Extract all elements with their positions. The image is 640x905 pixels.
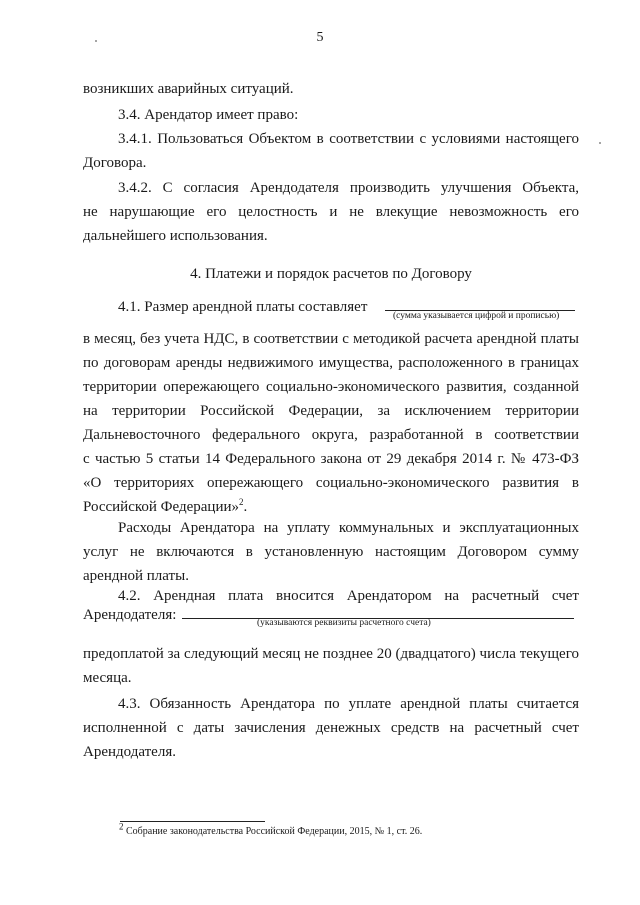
- section-4-heading: 4. Платежи и порядок расчетов по Договору: [190, 266, 472, 282]
- page-number: 5: [316, 30, 324, 45]
- paragraph-4-1-line: территории опережающего социально-экономического развития, созданной: [83, 379, 579, 395]
- paragraph-3-4-1-line: 3.4.1. Пользоваться Объектом в соответствии с условиями настоящего: [118, 131, 579, 147]
- paragraph-3-4-1-line: Договора.: [83, 155, 147, 171]
- paragraph-4-3-line: Арендодателя.: [83, 744, 176, 760]
- paragraph-4-1-last: Российской Федерации»: [83, 499, 240, 515]
- paragraph-4-3-line: исполненной с даты зачисления денежных средств на расчетный счет: [83, 720, 579, 736]
- paragraph-4-1-line: с частью 5 статьи 14 Федерального закона от 29 декабря 2014 г. № 473-ФЗ: [83, 451, 579, 467]
- paragraph-4-2-line: предоплатой за следующий месяц не позднее 20 (двадцатого) числа текущего: [83, 646, 579, 662]
- paragraph-expenses-line: арендной платы.: [83, 568, 189, 584]
- paragraph-expenses-line: Расходы Арендатора на уплату коммунальных и эксплуатационных: [118, 520, 579, 536]
- footnote-separator: [120, 821, 265, 822]
- paragraph-4-1-line: Дальневосточного федерального округа, разработанной в соответствии: [83, 427, 579, 443]
- footnote-text: Собрание законодательства Российской Федерации, 2015, № 1, ст. 26.: [126, 826, 423, 837]
- paragraph-4-1-lead: 4.1. Размер арендной платы составляет: [118, 299, 368, 315]
- paragraph-4-1-line: по договорам аренды недвижимого имущества, расположенного в границах: [83, 355, 579, 371]
- account-details-caption: (указываются реквизиты расчетного счета): [257, 618, 431, 628]
- paragraph-4-1-line: в месяц, без учета НДС, в соответствии с методикой расчета арендной платы: [83, 331, 579, 347]
- footnote-number: 2: [119, 821, 124, 832]
- paragraph-4-1-line: «О территориях опережающего социально-экономического развития в: [83, 475, 579, 491]
- scan-speck: [599, 142, 601, 144]
- paragraph-3-4-2-line: 3.4.2. С согласия Арендодателя производить улучшения Объекта,: [118, 180, 579, 196]
- paragraph-3-4: 3.4. Арендатор имеет право:: [118, 107, 299, 123]
- rent-amount-caption: (сумма указывается цифрой и прописью): [393, 311, 560, 321]
- paragraph-4-2-line: месяца.: [83, 670, 132, 686]
- paragraph-expenses-line: услуг не включаются в установленную настоящим Договором сумму: [83, 544, 579, 560]
- footnote: [119, 821, 423, 837]
- paragraph-4-2-line: 4.2. Арендная плата вносится Арендатором на расчетный счет: [118, 588, 579, 604]
- paragraph-3-3-tail: возникших аварийных ситуаций.: [83, 81, 294, 97]
- paragraph-3-4-2-line: не нарушающие его целостность и не влекущие невозможность его: [83, 204, 579, 220]
- paragraph-4-2-label: Арендодателя:: [83, 607, 177, 623]
- paragraph-3-4-2-line: дальнейшего использования.: [83, 228, 268, 244]
- paragraph-4-1-line: на территории Российской Федерации, за исключением территории: [83, 403, 579, 419]
- paragraph-4-3-line: 4.3. Обязанность Арендатора по уплате арендной платы считается: [118, 696, 579, 712]
- footnote-mark: 2: [239, 497, 244, 507]
- paragraph-4-1-last-line: Российской Федерации»$^2$.: [83, 497, 248, 515]
